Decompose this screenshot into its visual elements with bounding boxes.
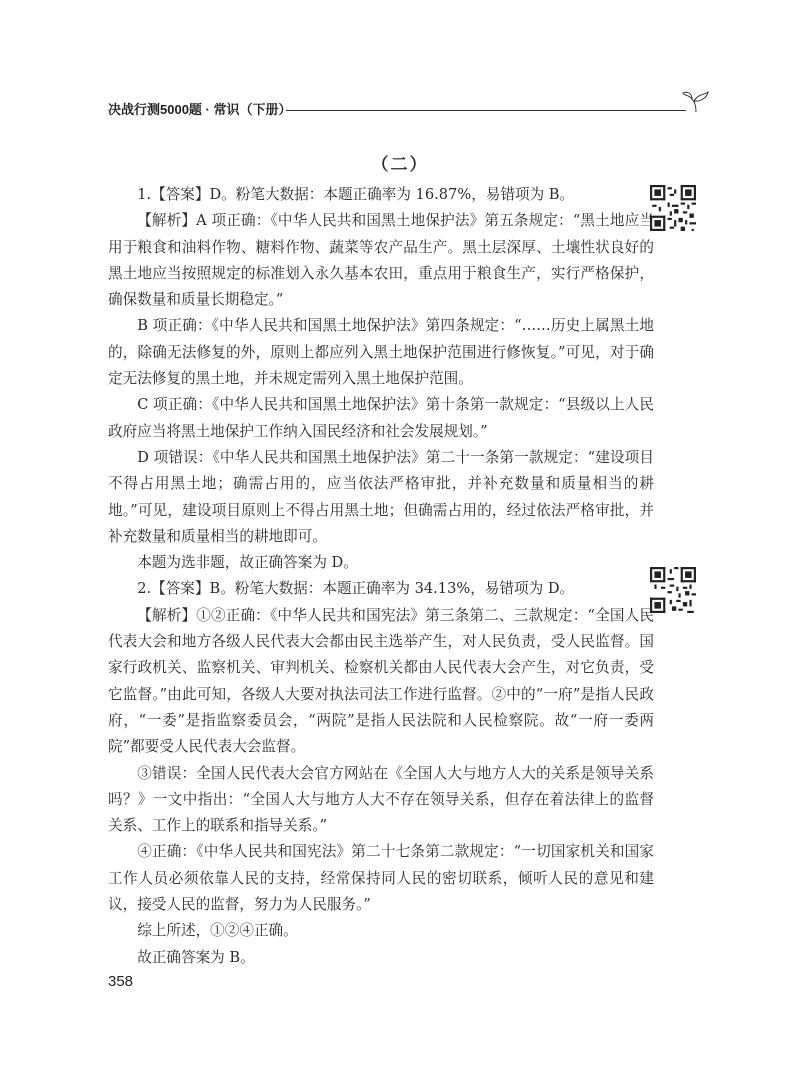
explanation-paragraph: 【解析】A 项正确：《中华人民共和国黑土地保护法》第五条规定：“黑土地应当用于粮食和油料作物、糖料作物、蔬菜等农产品生产。黑土层深厚、土壤性状良好的黑土地应当按照规定的标准划入永久基本农田，重点用于粮食生产，实行严格保护，确保数量和质量长期稳定。” xyxy=(108,212,654,309)
explanation-paragraph: D 项错误：《中华人民共和国黑土地保护法》第二十一条第一款规定：“建设项目不得占用黑土地；确需占用的，应当依法严格审批，并补充数量和质量相当的耕地。”可见，建设项目原则上不得占用黑土地；但确需占用的，经过依法严格审批，并补充数量和质量相当的耕地即可。 xyxy=(108,448,654,545)
explanation-paragraph: ④正确：《中华人民共和国宪法》第二十七条第二款规定：“一切国家机关和国家工作人员必须依靠人民的支持，经常保持同人民的密切联系，倾听人民的意见和建议，接受人民的监督，努力为人民服务。” xyxy=(108,843,654,914)
sprout-icon xyxy=(682,90,710,114)
explanation-paragraph: B 项正确：《中华人民共和国黑土地保护法》第四条规定：“……历史上属黑土地的，除确无法修复的外，原则上都应列入黑土地保护范围进行修恢复。”可见，对于确定无法修复的黑土地，并未规定需列入黑土地保护范围。 xyxy=(108,317,654,388)
answer-line: 2.【答案】B。粉笔大数据：本题正确率为 34.13%，易错项为 D。 xyxy=(137,580,575,598)
page-number: 358 xyxy=(108,973,134,990)
conclusion-line: 故正确答案为 B。 xyxy=(137,948,255,966)
explanation-paragraph: 【解析】①②正确：《中华人民共和国宪法》第三条第二、三款规定：“全国人民代表大会和地方各级人民代表大会都由民主选举产生，对人民负责，受人民监督。国家行政机关、监察机关、审判机关、检察机关都由人民代表大会产生，对它负责，受它监督。”由此可知，各级人大要对执法司法工作进行监督。②中的“一府”是指人民政府，“一委”是指监察委员会，“两院”是指人民法院和人民检察院。故“一府一委两院”都要受人民代表大会监督。 xyxy=(108,606,654,756)
explanation-paragraph: C 项正确：《中华人民共和国黑土地保护法》第十条第一款规定：“县级以上人民政府应当将黑土地保护工作纳入国民经济和社会发展规划。” xyxy=(108,396,654,440)
qr-code-icon[interactable] xyxy=(650,185,696,231)
section-title: （二） xyxy=(371,155,429,175)
header-rule xyxy=(286,110,686,111)
qr-code-icon[interactable] xyxy=(650,567,696,613)
explanation-paragraph: ③错误：全国人民代表大会官方网站在《全国人大与地方人大的关系是领导关系吗？》一文中指出：“全国人大与地方人大不存在领导关系，但存在着法律上的监督关系、工作上的联系和指导关系。” xyxy=(108,764,654,835)
book-title: 决战行测5000题 · 常识（下册） xyxy=(108,102,292,117)
conclusion-line: 本题为选非题，故正确答案为 D。 xyxy=(137,554,358,572)
conclusion-line: 综上所述，①②④正确。 xyxy=(137,922,298,940)
running-header xyxy=(108,98,700,120)
answer-explanations xyxy=(108,182,654,971)
answer-line: 1.【答案】D。粉笔大数据：本题正确率为 16.87%，易错项为 B。 xyxy=(137,186,575,203)
